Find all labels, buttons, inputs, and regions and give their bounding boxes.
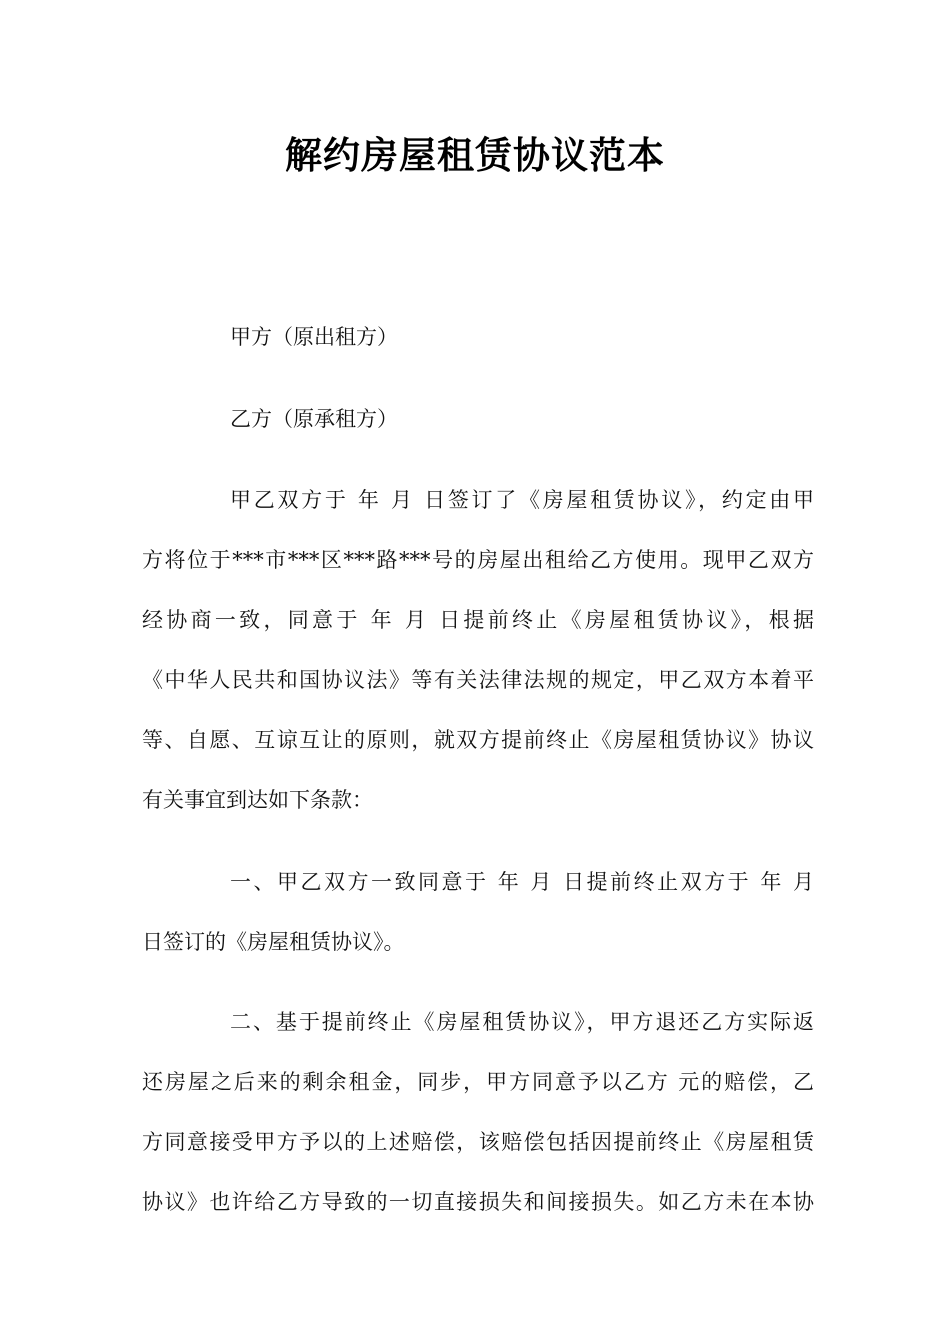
- paragraph-line: 甲乙双方于 年 月 日签订了《房屋租赁协议》，约定由甲: [230, 488, 814, 512]
- paragraph-clause-2: [142, 992, 814, 1232]
- paragraph-line: 还房屋之后来的剩余租金，同步，甲方同意予以乙方 元的赔偿，乙: [142, 1070, 814, 1094]
- paragraph-line: 有关事宜到达如下条款：: [142, 788, 373, 812]
- paragraph-clause-1: [142, 852, 814, 972]
- paragraph-line: 协议》也许给乙方导致的一切直接损失和间接损失。如乙方未在本协: [142, 1190, 814, 1214]
- party-a-label: 甲方（原出租方）: [230, 325, 398, 349]
- party-b-label: 乙方（原承租方）: [230, 407, 398, 431]
- paragraph-preamble: [142, 470, 814, 830]
- paragraph-line: 经协商一致，同意于 年 月 日提前终止《房屋租赁协议》，根据: [142, 608, 814, 632]
- paragraph-line: 方同意接受甲方予以的上述赔偿，该赔偿包括因提前终止《房屋租赁: [142, 1130, 814, 1154]
- document-title: 解约房屋租赁协议范本: [285, 134, 665, 177]
- paragraph-line: 《中华人民共和国协议法》等有关法律法规的规定，甲乙双方本着平: [142, 668, 814, 692]
- paragraph-line: 一、甲乙双方一致同意于 年 月 日提前终止双方于 年 月: [230, 870, 814, 894]
- paragraph-line: 方将位于***市***区***路***号的房屋出租给乙方使用。现甲乙双方: [142, 548, 814, 572]
- paragraph-line: 等、自愿、互谅互让的原则，就双方提前终止《房屋租赁协议》协议: [142, 728, 814, 752]
- paragraph-line: 日签订的《房屋租赁协议》。: [142, 930, 405, 954]
- paragraph-line: 二、基于提前终止《房屋租赁协议》，甲方退还乙方实际返: [230, 1010, 814, 1034]
